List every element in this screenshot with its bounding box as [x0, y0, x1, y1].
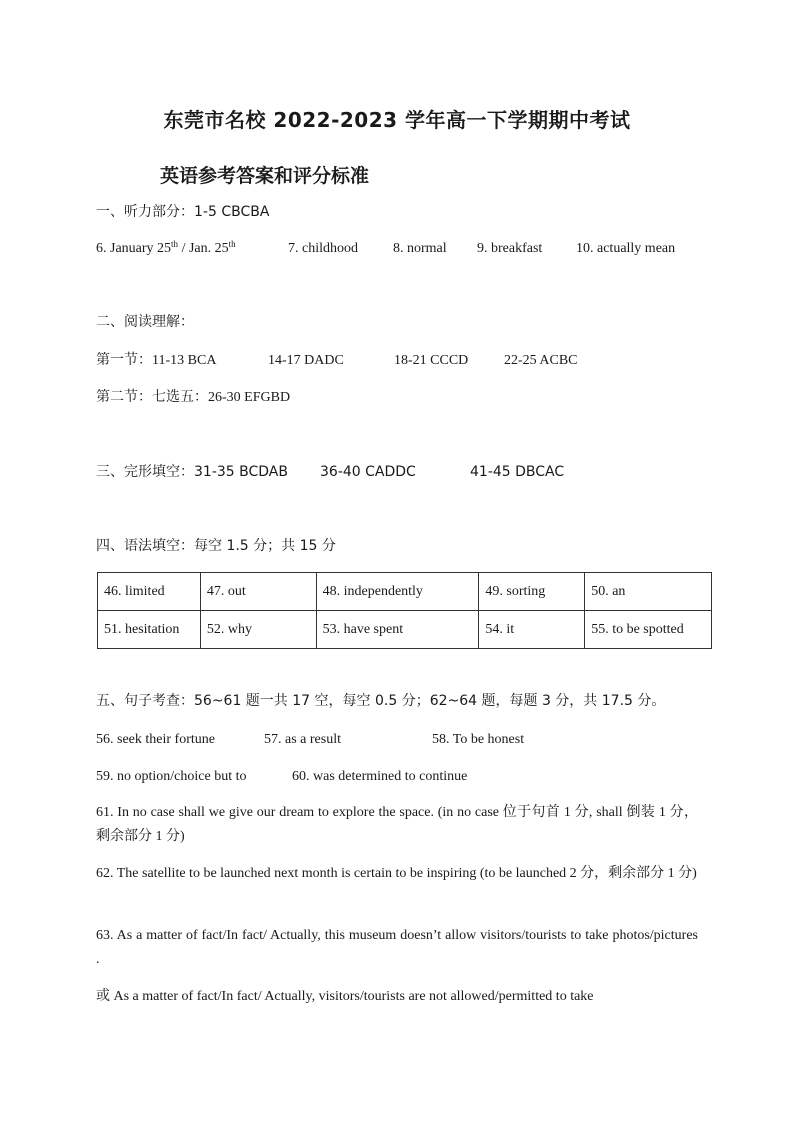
table-cell: 52. why [200, 611, 316, 649]
reading-section1-b: 14-17 DADC [268, 353, 344, 368]
table-row [98, 573, 712, 611]
answer-q57: 57. as a result [264, 732, 341, 747]
listening-answers-line [96, 239, 676, 258]
table-cell: 48. independently [316, 573, 479, 611]
answer-q56: 56. seek their fortune [96, 732, 215, 747]
table-cell: 46. limited [98, 573, 201, 611]
answer-q8: 8. normal [393, 241, 447, 256]
table-cell: 53. have spent [316, 611, 479, 649]
answer-q63-alternative: 或 As a matter of fact/In fact/ Actually, visitors/tourists are not allowed/permitted to take [96, 989, 594, 1004]
grammar-header: 四、语法填空：每空 1.5 分；共 15 分 [96, 538, 336, 554]
table-row [98, 611, 712, 649]
answer-q59: 59. no option/choice but to [96, 769, 247, 784]
grammar-answer-table [97, 572, 712, 649]
reading-section1-a: 第一节：11-13 BCA [96, 353, 217, 368]
answer-q7: 7. childhood [288, 241, 358, 256]
reading-section1-c: 18-21 CCCD [394, 353, 469, 368]
document-subtitle: 英语参考答案和评分标准 [160, 165, 370, 187]
reading-section2-line: 第二节：七选五：26-30 EFGBD [96, 390, 291, 405]
cloze-line [96, 463, 565, 481]
answer-q63: 63. As a matter of fact/In fact/ Actually, this museum doesn’t allow visitors/tourists to take photos/pictures . [96, 928, 698, 967]
cloze-b: 36-40 CADDC [320, 464, 416, 480]
table-cell: 55. to be spotted [585, 611, 712, 649]
listening-header: 一、听力部分：1-5 CBCBA [96, 204, 270, 220]
answer-q62: 62. The satellite to be launched next month is certain to be inspiring (to be launched 2 分，剩余部分 1 分) [96, 866, 697, 881]
answer-q9: 9. breakfast [477, 241, 543, 256]
cloze-c: 41-45 DBCAC [470, 464, 565, 480]
answer-q10: 10. actually mean [576, 241, 676, 256]
sentences-line-1 [96, 731, 525, 749]
answer-q6: 6. January 25th / Jan. 25th [96, 239, 236, 256]
table-cell: 49. sorting [479, 573, 585, 611]
table-cell: 54. it [479, 611, 585, 649]
reading-section1-line [96, 352, 578, 370]
document-title: 东莞市名校 2022-2023 学年高一下学期期中考试 [163, 108, 631, 132]
table-cell: 51. hesitation [98, 611, 201, 649]
table-cell: 47. out [200, 573, 316, 611]
sentences-line-2 [96, 768, 468, 786]
cloze-a: 三、完形填空：31-35 BCDAB [96, 464, 288, 480]
answer-q61: 61. In no case shall we give our dream to explore the space. (in no case 位于句首 1 分, shall 倒装 1 分，剩余部分 1 分) [96, 805, 698, 844]
sentences-header: 五、句子考查：56~61 题一共 17 空，每空 0.5 分；62~64 题，每题 3 分，共 17.5 分。 [96, 693, 666, 709]
reading-header: 二、阅读理解： [96, 314, 194, 330]
reading-section1-d: 22-25 ACBC [504, 353, 578, 368]
answer-q58: 58. To be honest [432, 732, 525, 747]
table-cell: 50. an [585, 573, 712, 611]
answer-q60: 60. was determined to continue [292, 769, 468, 784]
